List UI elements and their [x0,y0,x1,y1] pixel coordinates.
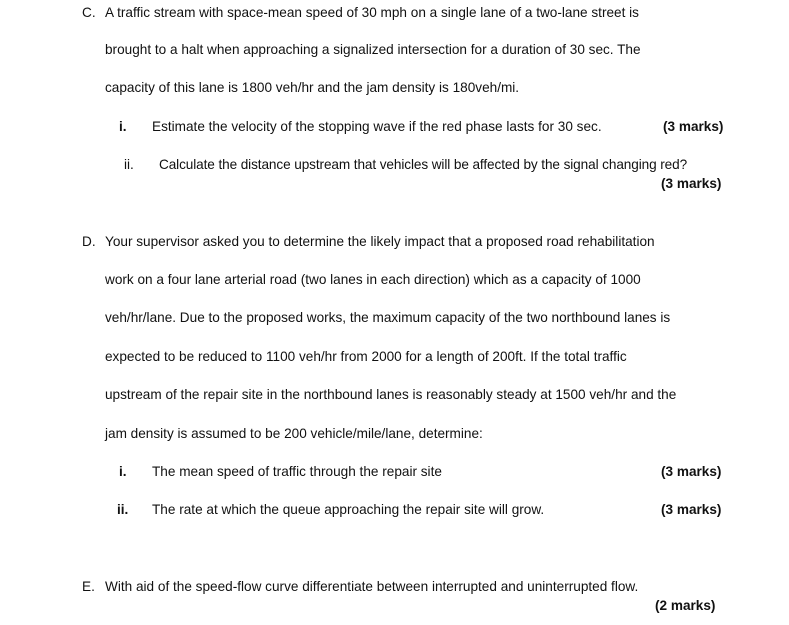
section-c-line-3: capacity of this lane is 1800 veh/hr and the jam density is 180veh/mi. [105,80,520,95]
section-c-item-2-number: ii. [124,157,134,172]
section-d-item-2-number: ii. [117,502,129,517]
section-c-label: C. [82,5,96,20]
section-d-line-1: Your supervisor asked you to determine the likely impact that a proposed road rehabilitation [105,234,655,249]
section-d-item-1-marks: (3 marks) [661,464,722,479]
section-d-line-5: upstream of the repair site in the northbound lanes is reasonably steady at 1500 veh/hr and the [105,387,677,402]
section-c-item-1-marks: (3 marks) [663,119,724,134]
section-c-line-2: brought to a halt when approaching a signalized intersection for a duration of 30 sec. The [105,42,641,57]
section-d-item-2-marks: (3 marks) [661,502,722,517]
section-e-marks: (2 marks) [655,598,716,613]
section-d-line-2: work on a four lane arterial road (two lanes in each direction) which as a capacity of 1000 [105,272,641,287]
section-d-line-4: expected to be reduced to 1100 veh/hr from 2000 for a length of 200ft. If the total traffic [105,349,627,364]
section-c-item-2-text: Calculate the distance upstream that vehicles will be affected by the signal changing red? [159,157,688,172]
section-d-line-6: jam density is assumed to be 200 vehicle/mile/lane, determine: [105,426,483,441]
section-d-label: D. [82,234,96,249]
section-c-item-2-marks: (3 marks) [661,176,722,191]
section-d-line-3: veh/hr/lane. Due to the proposed works, the maximum capacity of the two northbound lanes is [105,310,671,325]
section-d-item-1-text: The mean speed of traffic through the repair site [152,464,442,479]
section-d-item-2-text: The rate at which the queue approaching the repair site will grow. [152,502,545,517]
section-e-text: With aid of the speed-flow curve differentiate between interrupted and uninterrupted flow. [105,579,639,594]
section-c-line-1: A traffic stream with space-mean speed of 30 mph on a single lane of a two-lane street is [105,5,639,20]
section-e-label: E. [82,579,95,594]
section-c-item-1-number: i. [119,119,127,134]
section-d-item-1-number: i. [119,464,127,479]
section-c-item-1-text: Estimate the velocity of the stopping wave if the red phase lasts for 30 sec. [152,119,602,134]
